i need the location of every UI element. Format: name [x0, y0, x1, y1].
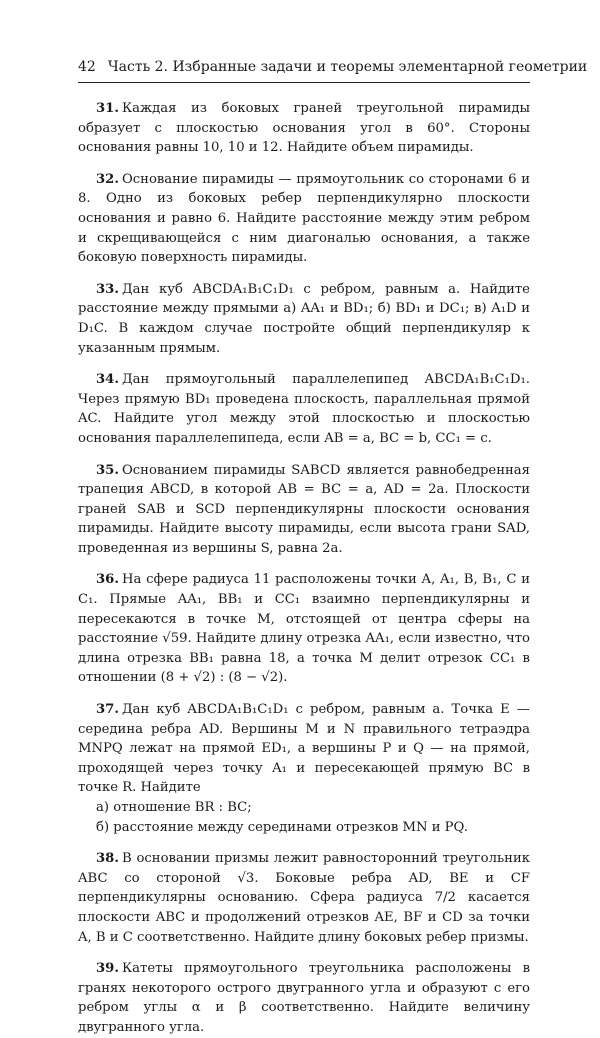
problem-34 [78, 370, 530, 448]
problem-number: 35. [96, 462, 119, 478]
problem-38 [78, 849, 530, 947]
problem-text: Основание пирамиды — прямоугольник со сторонами 6 и 8. Одно из боковых ребер перпендикулярно плоскости основания и равно 6. Найдите расстояние между этим ребром и скрещивающейся с ним диагональю основания, а также боковую поверхность пирамиды. [78, 171, 530, 266]
problem-number: 37. [96, 702, 119, 718]
problem-33 [78, 280, 530, 358]
problem-number: 31. [96, 101, 119, 116]
problem-37-part-b: б) расстояние между серединами отрезков MN и PQ. [96, 819, 468, 835]
problem-text: Дан куб ABCDA₁B₁C₁D₁ с ребром, равным a. Найдите расстояние между прямыми а) AA₁ и BD₁; б) BD₁ и DC₁; в) A₁D и D₁C. В каждом случае постройте общий перпендикуляр к указанным прямым. [78, 281, 530, 356]
problem-text: На сфере радиуса 11 расположены точки A, A₁, B, B₁, C и C₁. Прямые AA₁, BB₁ и CC₁ взаимно перпендикулярны и пересекаются в точке M, отстоящей от центра сферы на расстояние √59. Найдите длину отрезка AA₁, если известно, что длина отрезка BB₁ равна 18, а точка M делит отрезок CC₁ в отношении (8 + √2) : (8 − √2). [78, 572, 530, 686]
problem-number: 39. [96, 961, 119, 977]
running-header [78, 58, 588, 83]
problem-number: 38. [96, 851, 119, 867]
problem-37 [78, 700, 530, 837]
problem-text: Каждая из боковых граней треугольной пирамиды образует с плоскостью основания угол в 60°. Стороны основания равны 10, 10 и 12. Найдите объем пирамиды. [78, 101, 530, 156]
problem-number: 34. [96, 372, 119, 388]
problem-number: 33. [96, 281, 119, 297]
problem-37-part-a: а) отношение BR : BC; [96, 800, 252, 815]
problem-31 [78, 99, 530, 158]
problem-number: 32. [96, 171, 119, 187]
problem-text: Катеты прямоугольного треугольника расположены в гранях некоторого острого двугранного угла и образуют с его ребром углы α и β соответственно. Найдите величину двугранного угла. [78, 961, 530, 1035]
problem-text: В основании призмы лежит равносторонний треугольник ABC со стороной √3. Боковые ребра AD, BE и CF перпендикулярны основанию. Сфера радиуса 7/2 касается плоскости ABC и продолжений отрезков AE, BF и CD за точки A, B и C соответственно. Найдите длину боковых ребер призмы. [78, 851, 530, 945]
problem-number: 36. [96, 572, 119, 588]
problem-text: Основанием пирамиды SABCD является равнобедренная трапеция ABCD, в которой AB = BC = a, AD = 2a. Плоскости граней SAB и SCD перпендикулярны плоскости основания пирамиды. Найдите высоту пирамиды, если высота грани SAD, проведенная из вершины S, равна 2a. [78, 462, 530, 556]
problem-36 [78, 570, 530, 688]
problem-32 [78, 170, 530, 268]
problem-text: Дан прямоугольный параллелепипед ABCDA₁B₁C₁D₁. Через прямую BD₁ проведена плоскость, параллельная прямой AC. Найдите угол между этой плоскостью и плоскостью основания параллелепипеда, если AB = a, BC = b, CC₁ = c. [78, 372, 530, 446]
problem-35 [78, 461, 530, 559]
problem-text: Дан куб ABCDA₁B₁C₁D₁ с ребром, равным a. Точка E — середина ребра AD. Вершины M и N правильного тетраэдра MNPQ лежат на прямой ED₁, а вершины P и Q — на прямой, проходящей через точку A₁ и пересекающей прямую BC в точке R. Найдите [78, 702, 530, 796]
problem-39 [78, 959, 530, 1037]
page-number: 42 [78, 59, 96, 75]
running-title: Часть 2. Избранные задачи и теоремы элементарной геометрии [107, 59, 588, 75]
